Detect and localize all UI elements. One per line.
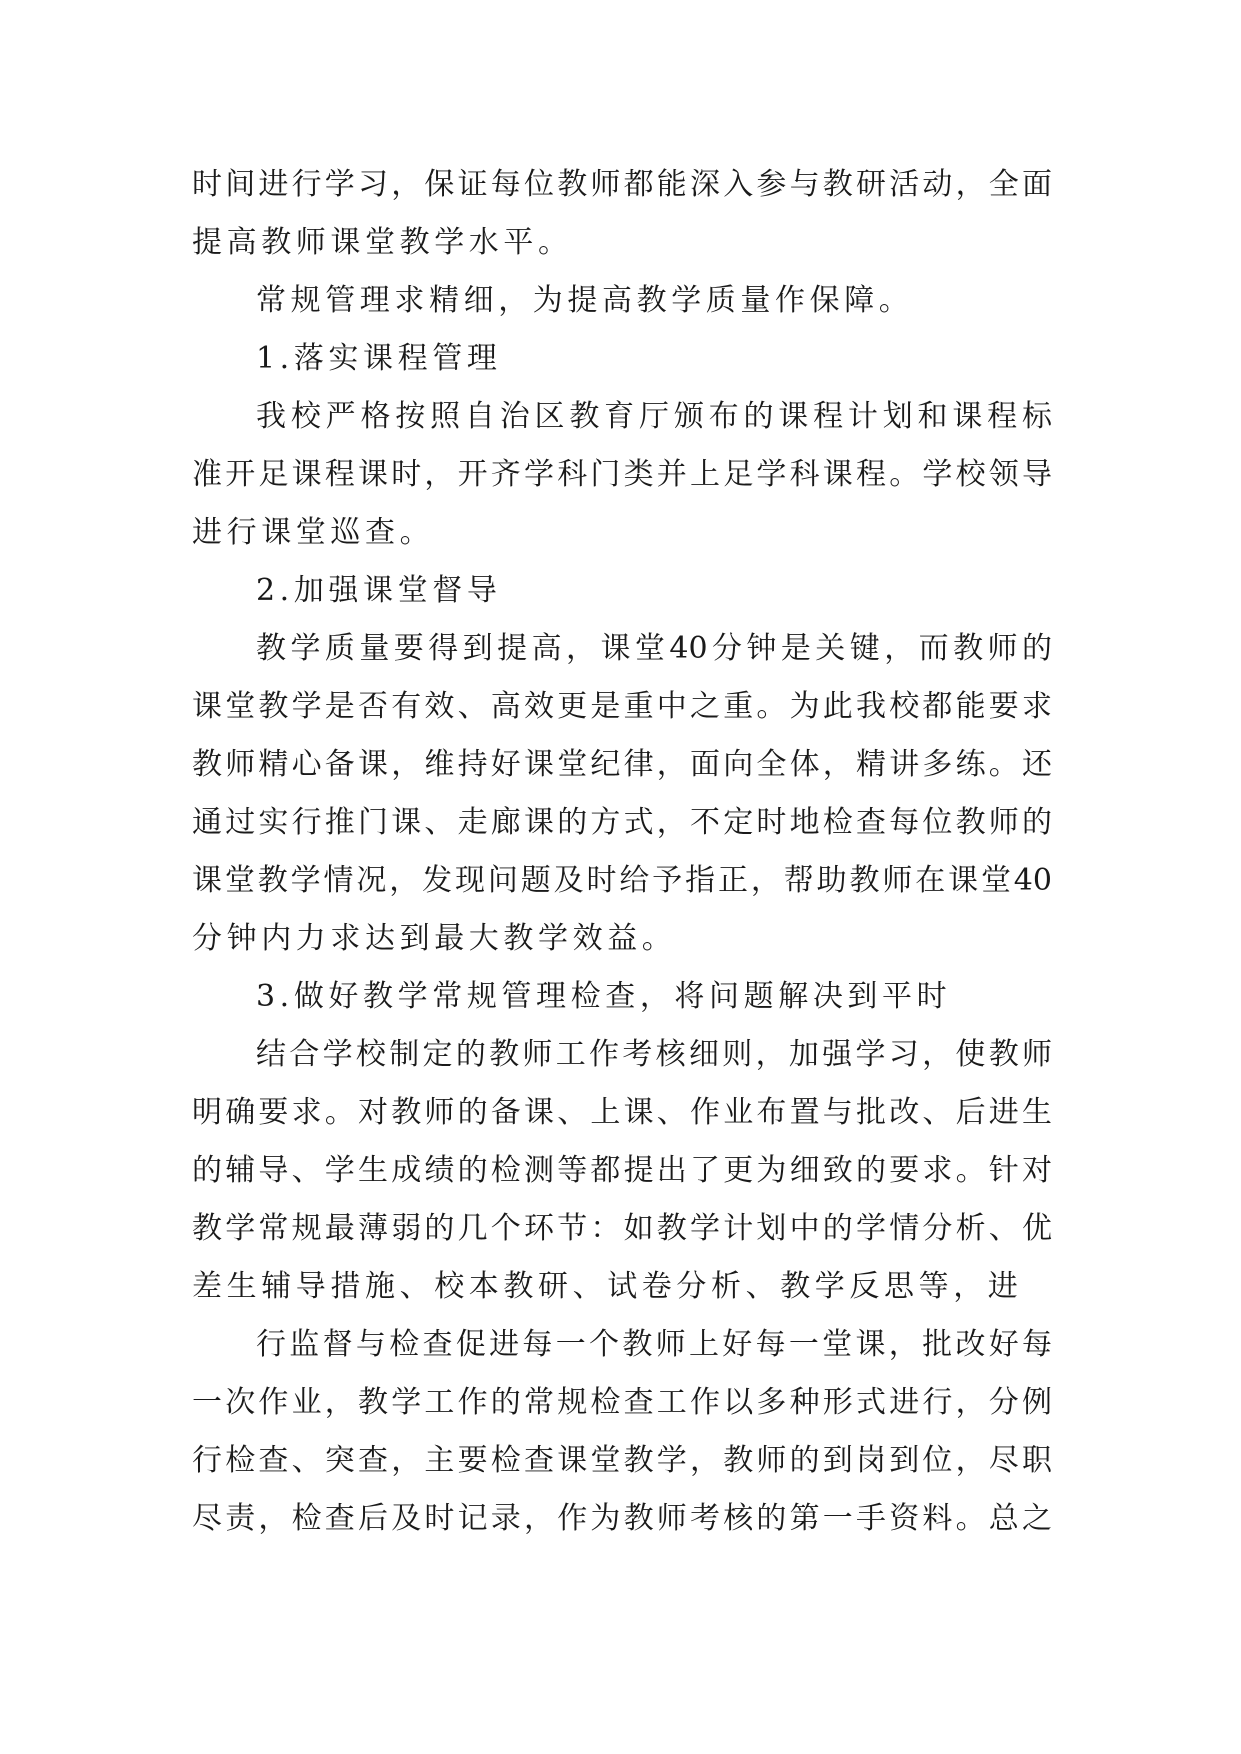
text-line: 尽责，检查后及时记录，作为教师考核的第一手资料。总之	[192, 1501, 1052, 1536]
text-line: 结合学校制定的教师工作考核细则，加强学习，使教师	[256, 1037, 1052, 1072]
text-line: 常规管理求精细，为提高教学质量作保障。	[256, 283, 914, 318]
text-line: 一次作业，教学工作的常规检查工作以多种形式进行，分例	[192, 1385, 1052, 1420]
text-line: 2.加强课堂督导	[256, 573, 502, 608]
text-line: 通过实行推门课、走廊课的方式，不定时地检查每位教师的	[192, 805, 1052, 840]
text-line: 教师精心备课，维持好课堂纪律，面向全体，精讲多练。还	[192, 747, 1052, 782]
text-line: 的辅导、学生成绩的检测等都提出了更为细致的要求。针对	[192, 1153, 1052, 1188]
text-line: 3.做好教学常规管理检查，将问题解决到平时	[256, 979, 952, 1014]
text-line: 时间进行学习，保证每位教师都能深入参与教研活动，全面	[192, 167, 1052, 202]
text-line: 我校严格按照自治区教育厅颁布的课程计划和课程标	[256, 399, 1052, 434]
text-line: 行检查、突查，主要检查课堂教学，教师的到岗到位，尽职	[192, 1443, 1052, 1478]
text-line: 差生辅导措施、校本教研、试卷分析、教学反思等，进	[192, 1269, 1023, 1304]
text-line: 课堂教学情况，发现问题及时给予指正，帮助教师在课堂40	[192, 863, 1052, 898]
text-line: 教学质量要得到提高，课堂40分钟是关键，而教师的	[256, 631, 1052, 666]
text-line: 进行课堂巡查。	[192, 515, 435, 550]
text-line: 提高教师课堂教学水平。	[192, 225, 573, 260]
text-line: 1.落实课程管理	[256, 341, 502, 376]
text-line: 分钟内力求达到最大教学效益。	[192, 921, 677, 956]
document-body	[192, 156, 1052, 1548]
text-line: 准开足课程课时，开齐学科门类并上足学科课程。学校领导	[192, 457, 1052, 492]
text-line: 课堂教学是否有效、高效更是重中之重。为此我校都能要求	[192, 689, 1052, 724]
text-line: 行监督与检查促进每一个教师上好每一堂课，批改好每	[256, 1327, 1052, 1362]
text-line: 教学常规最薄弱的几个环节：如教学计划中的学情分析、优	[192, 1211, 1052, 1246]
text-line: 明确要求。对教师的备课、上课、作业布置与批改、后进生	[192, 1095, 1052, 1130]
